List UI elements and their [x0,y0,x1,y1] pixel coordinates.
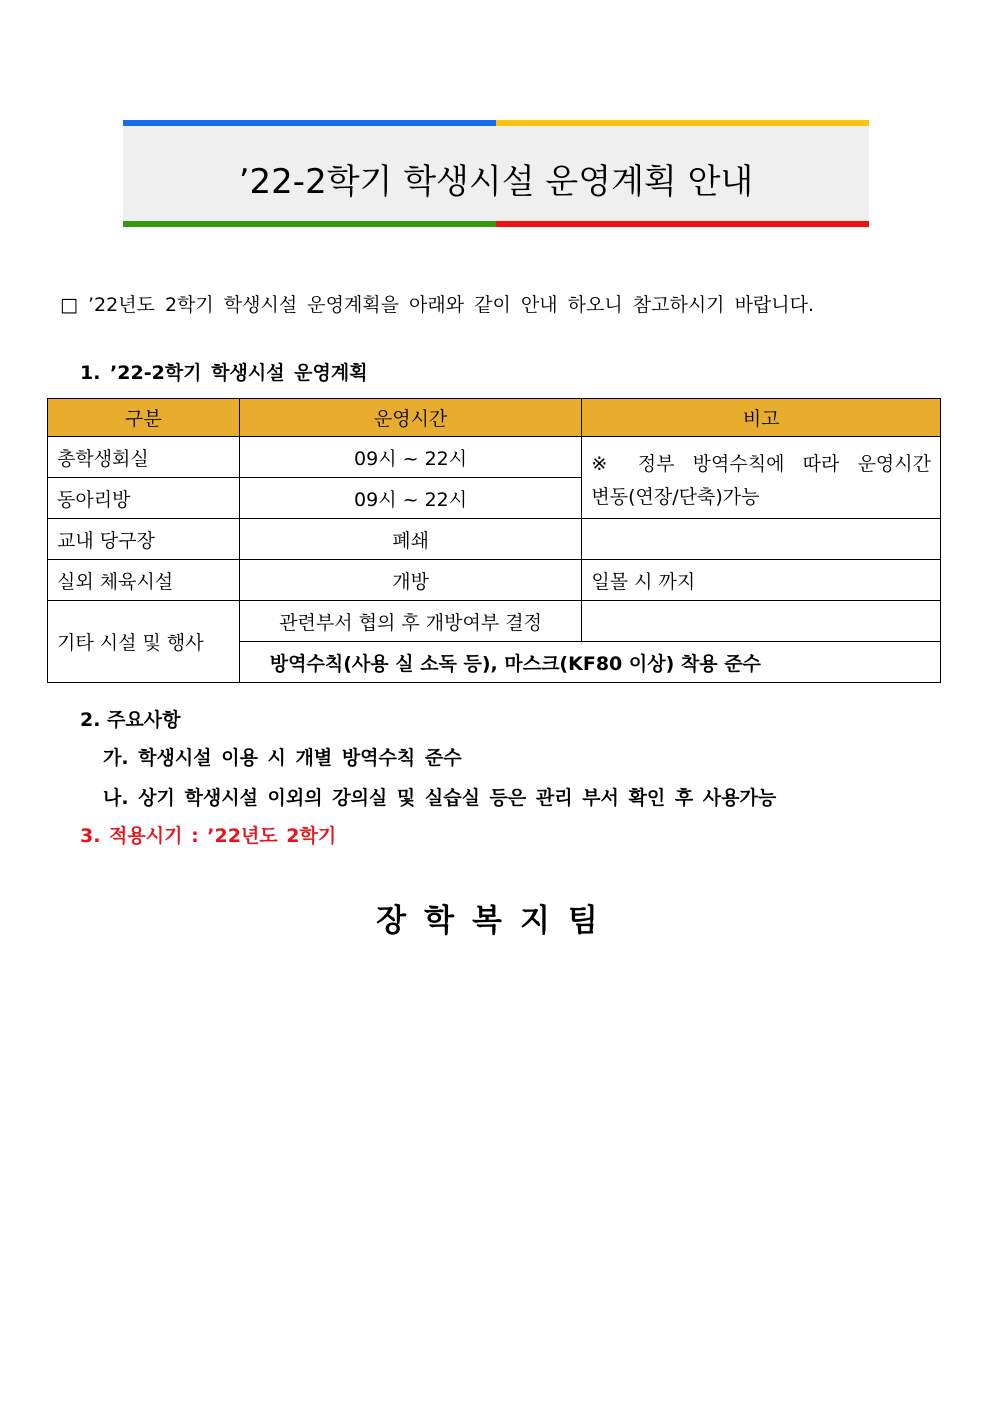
operation-plan-table [47,398,941,683]
merged-note-cell [582,437,941,519]
banner-bar-green [123,221,496,227]
section2-item-na: 나. 상기 학생시설 이외의 강의실 및 실습실 등은 관리 부서 확인 후 사용가능 [103,787,777,809]
intro-paragraph: □ ’22년도 2학기 학생시설 운영계획을 아래와 같이 안내 하오니 참고하시기 바랍니다. [60,294,815,316]
section1-heading: 1. ’22-2학기 학생시설 운영계획 [80,362,368,384]
banner-bar-blue [123,120,496,126]
note-line-2: 변동(연장/단축)가능 [591,486,760,508]
title-banner [123,120,869,227]
hours-cell: 09시 ~ 22시 [239,437,582,478]
col-header-hours: 운영시간 [239,399,582,437]
hours-cell: 관련부서 협의 후 개방여부 결정 [239,601,582,642]
section2-item-ga: 가. 학생시설 이용 시 개별 방역수칙 준수 [103,747,462,769]
hours-cell: 개방 [239,560,582,601]
banner-bar-red [496,221,869,227]
banner-bar-yellow [496,120,869,126]
note-cell [582,519,941,560]
section3-effective-period: 3. 적용시기 : ’22년도 2학기 [80,825,337,847]
col-header-category: 구분 [48,399,240,437]
page-title: ’22-2학기 학생시설 운영계획 안내 [238,162,754,202]
note-cell: 일몰 시 까지 [582,560,941,601]
note-line-1: ※ 정부 방역수칙에 따라 운영시간 [591,453,931,475]
table-row [48,519,941,560]
facility-cell: 기타 시설 및 행사 [48,601,240,683]
table-row [48,437,941,478]
section2-heading: 2. 주요사항 [80,709,181,731]
col-header-remarks: 비고 [582,399,941,437]
facility-cell: 총학생회실 [48,437,240,478]
facility-cell: 교내 당구장 [48,519,240,560]
table-row [48,560,941,601]
facility-cell: 실외 체육시설 [48,560,240,601]
quarantine-rule-cell: 방역수칙(사용 실 소독 등), 마스크(KF80 이상) 착용 준수 [239,642,940,683]
note-cell [582,601,941,642]
table-row [48,601,941,642]
facility-cell: 동아리방 [48,478,240,519]
table-header-row [48,399,941,437]
hours-cell: 폐쇄 [239,519,582,560]
signature-team: 장학복지팀 [376,903,616,939]
hours-cell: 09시 ~ 22시 [239,478,582,519]
